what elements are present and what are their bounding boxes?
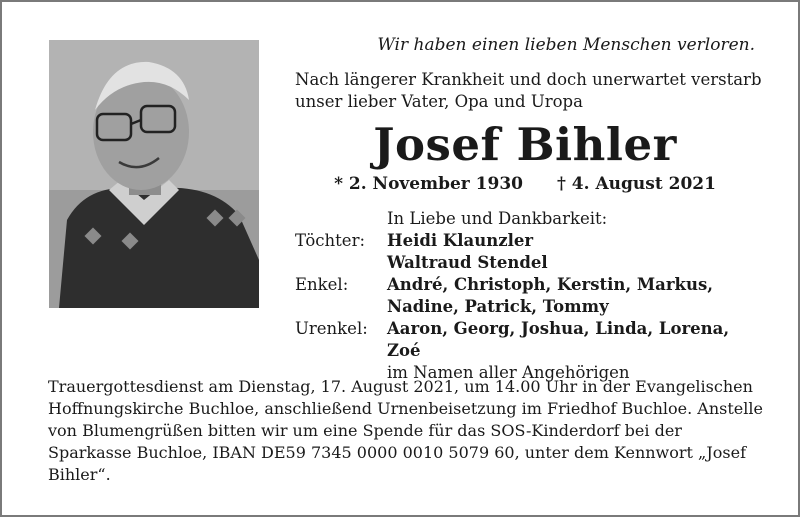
family-row [295,296,765,318]
family-list [295,208,765,384]
family-row-names: Heidi Klaunzler [387,231,534,250]
intro-text: Nach längerer Krankheit und doch unerwartet verstarb unser lieber Vater, Opa und Uropa [295,70,762,111]
family-row-label [295,252,387,274]
family-row-label: Urenkel: [295,319,368,338]
service-details: Trauergottesdienst am Dienstag, 17. August 2021, um 14.00 Uhr in der Evangelischen Hoffnungskirche Buchloe, anschließend Urnenbeisetzung im Friedhof Buchloe. Anstelle von Blumengrüßen bitten wir um eine Spende für das SOS-Kinderdorf bei der Sparkasse Buchloe, IBAN DE59 7345 0000 0010 5079 60, unter dem Kennwort „Josef Bihler“. [48,377,763,484]
family-row [295,230,765,252]
family-row [295,318,765,362]
family-row [295,252,765,274]
family-opening-row [295,208,765,230]
family-row-names: Aaron, Georg, Joshua, Linda, Lorena, Zoé [387,319,730,360]
family-closing: im Namen aller Angehörigen [387,363,630,382]
family-row-label: Enkel: [295,275,349,294]
family-row [295,274,765,296]
life-dates [292,173,758,195]
death-date: † 4. August 2021 [557,174,716,194]
birth-date: * 2. November 1930 [334,174,523,194]
heading-line: Wir haben einen lieben Menschen verloren. [377,35,755,55]
family-row-label [295,296,387,318]
portrait-photo [49,40,259,308]
family-row-names: André, Christoph, Kerstin, Markus, [387,275,713,294]
family-row-names: Nadine, Patrick, Tommy [387,297,609,316]
family-row-label: Töchter: [295,231,366,250]
family-row-names: Waltraud Stendel [387,253,548,272]
deceased-name: Josef Bihler [373,118,677,171]
family-opening: In Liebe und Dankbarkeit: [387,209,608,228]
